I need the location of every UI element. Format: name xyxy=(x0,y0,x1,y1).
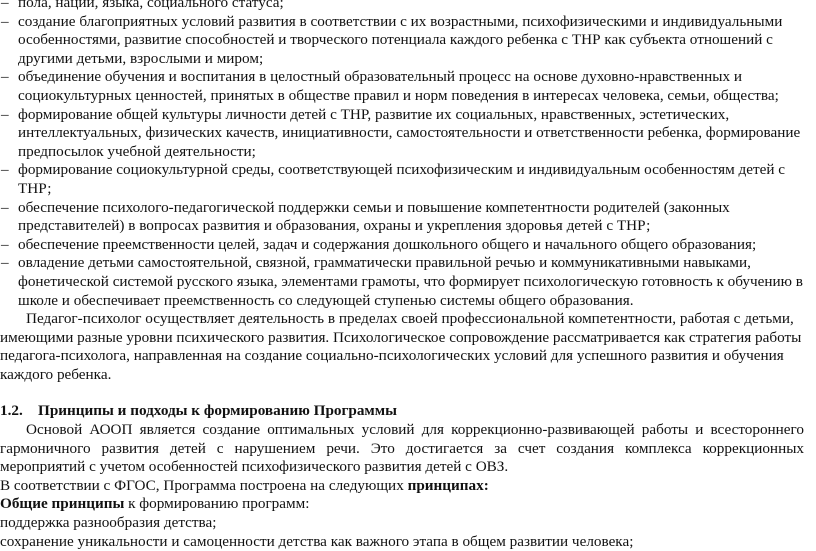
principle-item: поддержка разнообразия детства; xyxy=(0,514,217,532)
list-item xyxy=(0,161,804,198)
general-principles-line xyxy=(0,495,804,514)
section-heading xyxy=(0,402,804,421)
list-item-text: овладение детьми самостоятельной, связной, грамматически правильной речью и коммуникативными навыками, фонетической системой русского языка, элементами грамоты, что формирует психологическую готовность к обучению в школе и обеспечивает преемственность со следующей ступенью системы общего образования. xyxy=(18,254,803,309)
list-item-text: обеспечение преемственности целей, задач и содержания дошкольного общего и начального общего образования; xyxy=(18,235,757,253)
section-title: Принципы и подходы к формированию Программы xyxy=(38,402,397,420)
aoop-paragraph: Основой АООП является создание оптимальных условий для коррекционно-развивающей работы и всестороннего гармоничного развития детей с нарушением речи. Это достигается за счет создания комплекса коррекционных мероприятий с учетом особенностей психофизического развития детей с ОВЗ. xyxy=(0,421,804,476)
list-item xyxy=(0,254,804,310)
dash-marker: – xyxy=(1,161,9,179)
dash-marker: – xyxy=(1,235,9,253)
dash-marker: – xyxy=(1,68,9,86)
dash-marker: – xyxy=(1,0,9,11)
general-principles-bold: Общие принципы xyxy=(0,495,125,513)
list-item-text: формирование социокультурной среды, соответствующей психофизическим и индивидуальным особенностям детей с ТНР; xyxy=(18,161,786,197)
principles-line xyxy=(0,477,804,496)
list-item xyxy=(0,236,804,255)
section-number: 1.2. xyxy=(0,402,23,420)
list-item-text: формирование общей культуры личности детей с ТНР, развитие их социальных, нравственных, эстетических, интеллектуальных, физических качеств, инициативности, самостоятельности и ответственности ребенка, формирование предпосылок учебной деятельности; xyxy=(18,105,801,160)
dash-marker: – xyxy=(1,12,9,30)
list-item xyxy=(0,199,804,236)
list-item-text: создание благоприятных условий развития в соответствии с их возрастными, психофизическими и индивидуальными особенностями, развитие способностей и творческого потенциала каждого ребенка с ТНР как субъекта отношений с другими детьми, взрослыми и миром; xyxy=(18,12,783,67)
list-item-text: пола, нации, языка, социального статуса; xyxy=(18,0,284,11)
general-principles-text: к формированию программ: xyxy=(124,495,310,513)
list-item-text: объединение обучения и воспитания в целостный образовательный процесс на основе духовно-нравственных и социокультурных ценностей, принятых в обществе правил и норм поведения в интересах человека, семьи, общества; xyxy=(18,68,779,104)
dash-marker: – xyxy=(1,254,9,272)
dash-marker: – xyxy=(1,105,9,123)
list-item xyxy=(0,106,804,162)
principles-line-text: В соответствии с ФГОС, Программа построена на следующих xyxy=(0,476,408,494)
list-item xyxy=(0,0,804,13)
psychologist-paragraph: Педагог-психолог осуществляет деятельность в пределах своей профессиональной компетентности, работая с детьми, имеющими разные уровни психического развития. Психологическое сопровождение рассматривается как стратегия работы педагога-психолога, направленная на создание социально-психологических условий для успешного развития и обучения каждого ребенка. xyxy=(0,310,802,383)
principle-item: сохранение уникальности и самоценности детства как важного этапа в общем развитии человека; xyxy=(0,532,634,550)
dash-marker: – xyxy=(1,198,9,216)
list-item-text: обеспечение психолого-педагогической поддержки семьи и повышение компетентности родителей (законных представителей) в вопросах развития и образования, охраны и укрепления здоровья детей с ТНР; xyxy=(18,198,730,235)
list-item xyxy=(0,13,804,69)
principles-line-bold: принципах: xyxy=(407,476,489,494)
list-item xyxy=(0,68,804,105)
